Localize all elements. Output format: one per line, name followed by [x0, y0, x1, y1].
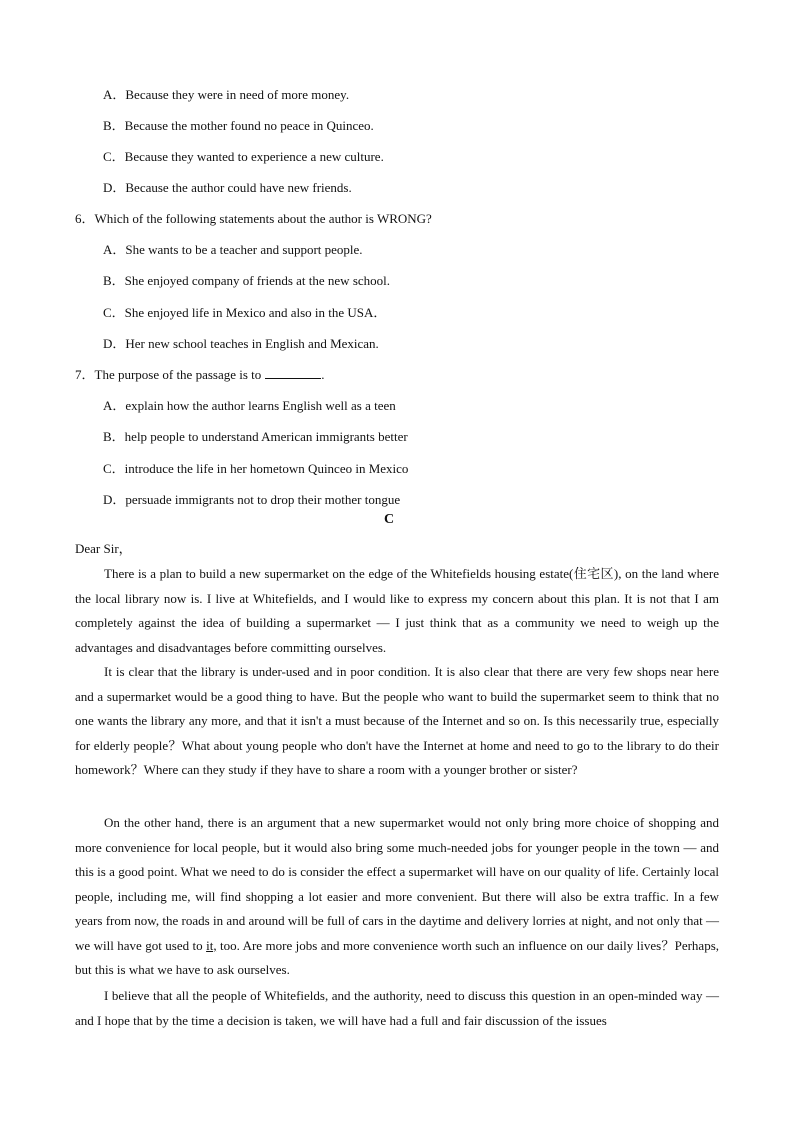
paragraph-3-text-a: On the other hand, there is an argument that a new supermarket would not only bring more choice of shopping and more convenience for local people, but it would also bring some much-needed jobs for younger people in the town — and this is a good point. What we need to do is consider the effect a supermarket will have on our quality of life. Certainly local people, including me, will find shopping a lot easier and more convenient. But there will also be extra traffic. In a few years from now, the roads in and around will be full of cars in the daytime and delivery lorries at night, and not only that — we will have got used to — [75, 815, 719, 953]
q7-option-d: D．persuade immigrants not to drop their mother tongue — [103, 492, 401, 507]
q7-option-c: C．introduce the life in her hometown Quinceo in Mexico — [103, 461, 409, 476]
q5-option-d: D．Because the author could have new friends. — [103, 180, 352, 195]
paragraph-3-text-b: too. Are more jobs and more convenience worth such an influence on our daily lives？Perhaps, but this is what we have to ask ourselves. — [75, 937, 720, 977]
answer-blank — [265, 368, 321, 379]
q6-option-c: C．She enjoyed life in Mexico and also in the USA． — [103, 305, 387, 320]
section-heading: C — [383, 512, 395, 527]
q7-stem-end: . — [321, 367, 325, 382]
q7-option-a: A．explain how the author learns English well as a teen — [103, 398, 396, 413]
underlined-word: it, — [206, 937, 217, 953]
letter-paragraph-1: There is a plan to build a new supermarket on the edge of the Whitefields housing estate(住宅区), on the land where the local library now is. I live at Whitefields, and I would like to express my concern about this plan. It is not that I am completely against the idea of building a supermarket — I just think that as a community we need to weigh up the advantages and disadvantages before committing ourselves. — [75, 566, 719, 655]
letter-paragraph-3 — [75, 811, 719, 983]
q5-option-a: A．Because they were in need of more money. — [103, 87, 350, 102]
q6-option-b: B．She enjoyed company of friends at the new school. — [103, 273, 391, 288]
letter-paragraph-4: I believe that all the people of Whitefields, and the authority, need to discuss this question in an open-minded way — and I hope that by the time a decision is taken, we will have had a full and fair discussion of the issues — [75, 988, 719, 1028]
q5-option-b: B．Because the mother found no peace in Quinceo. — [103, 118, 374, 133]
q7-option-b: B．help people to understand American immigrants better — [103, 429, 408, 444]
q5-option-c: C．Because they wanted to experience a new culture. — [103, 149, 384, 164]
q6-option-a: A．She wants to be a teacher and support people. — [103, 242, 363, 257]
letter-paragraph-2: It is clear that the library is under-used and in poor condition. It is also clear that there are very few shops near here and a supermarket would be a good thing to have. But the people who want to build the supermarket seem to think that no one wants the library any more, and that it isn't a must because of the Internet and so on. Is this necessarily true, especially for elderly people？What about young people who don't have the Internet at home and need to go to the library to do their homework？Where can they study if they have to share a room with a younger brother or sister? — [75, 664, 719, 777]
q6-option-d: D．Her new school teaches in English and Mexican. — [103, 336, 379, 351]
q7-stem — [75, 364, 325, 383]
letter-salutation: Dear Sir， — [75, 541, 132, 556]
q6-stem: 6．Which of the following statements about the author is WRONG? — [75, 211, 432, 226]
q7-stem-text: 7．The purpose of the passage is to — [75, 367, 262, 382]
